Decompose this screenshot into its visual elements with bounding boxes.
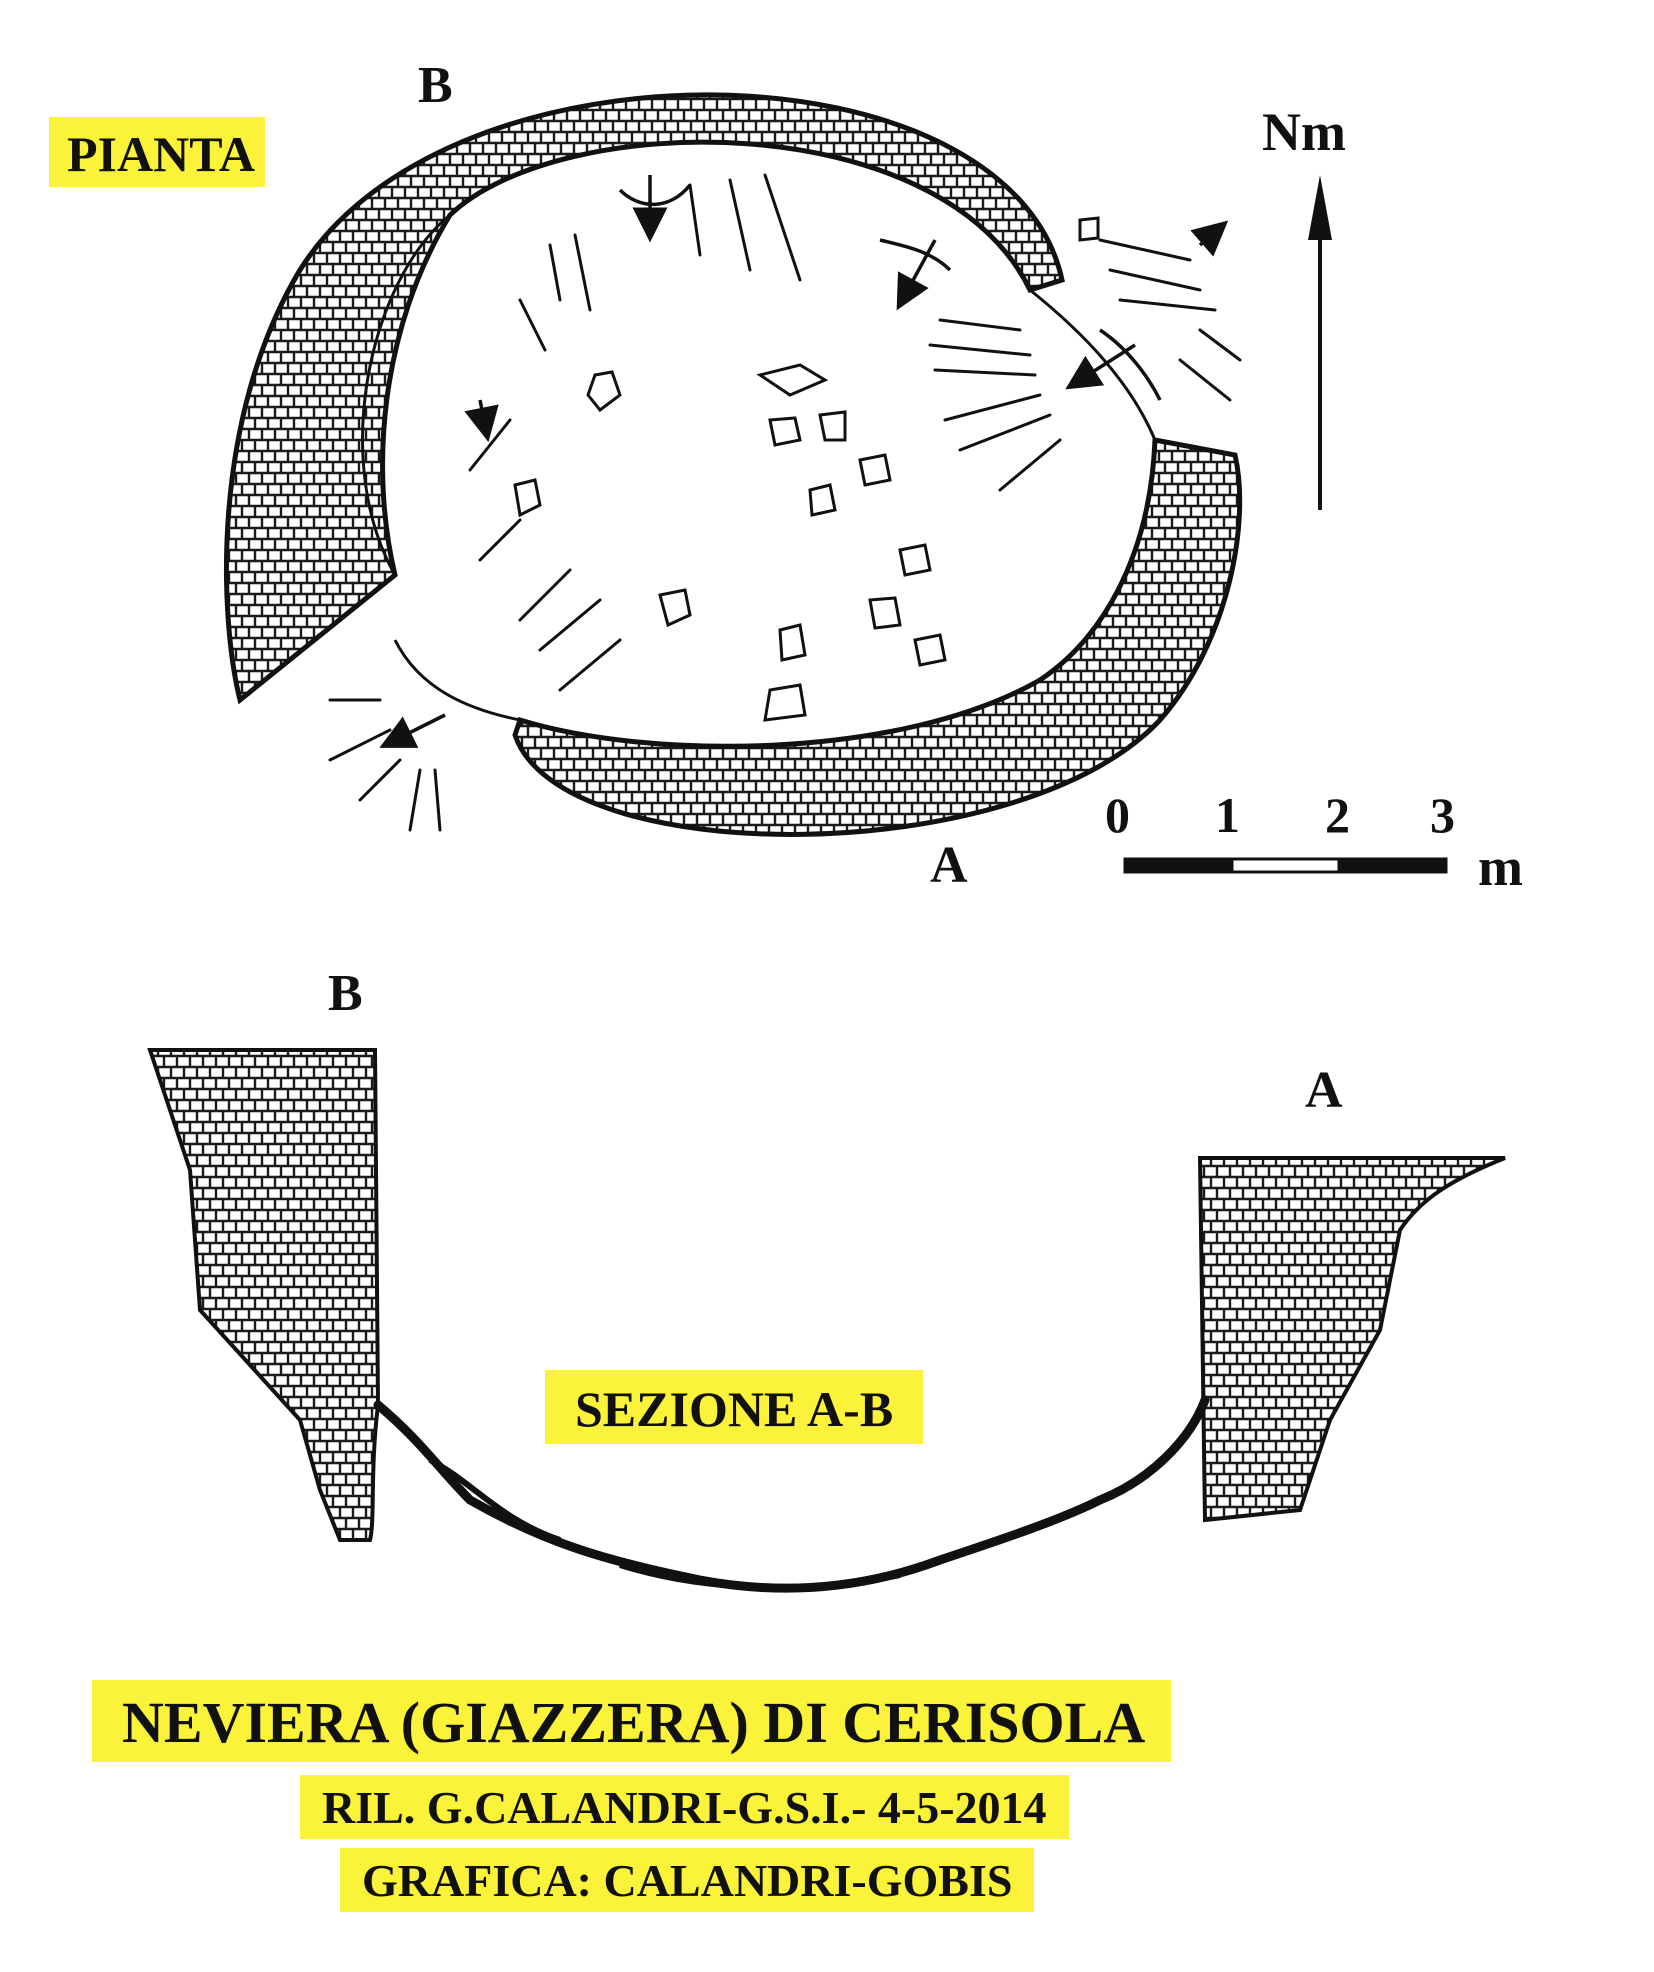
caption-title: NEVIERA (GIAZZERA) DI CERISOLA — [122, 1690, 1146, 1755]
scale-tick-3: 3 — [1430, 787, 1455, 843]
scale-unit: m — [1478, 837, 1523, 897]
section-view — [150, 1050, 1505, 1588]
scale-tick-0: 0 — [1105, 787, 1130, 843]
plan-point-b: B — [418, 57, 453, 114]
plan-interior-outline — [363, 215, 1155, 720]
plan-wall-north — [226, 95, 1062, 700]
plan-view — [226, 95, 1240, 835]
plan-title: PIANTA — [67, 126, 255, 182]
caption-graphics-highlight — [340, 1848, 1034, 1912]
section-title: SEZIONE A-B — [575, 1381, 894, 1437]
scale-tick-2: 2 — [1325, 787, 1350, 843]
scale-bar — [1125, 859, 1446, 872]
north-label: Nm — [1262, 102, 1346, 162]
scattered-stones — [515, 218, 1098, 720]
caption-graphics: GRAFICA: CALANDRI-GOBIS — [362, 1855, 1013, 1906]
plan-title-highlight — [49, 117, 265, 187]
scale-tick-1: 1 — [1215, 787, 1240, 843]
section-point-b: B — [328, 965, 363, 1022]
caption-survey: RIL. G.CALANDRI-G.S.I.- 4-5-2014 — [322, 1782, 1047, 1833]
caption-title-highlight — [92, 1680, 1171, 1762]
plan-point-a: A — [930, 837, 968, 894]
north-arrow-icon — [1308, 175, 1332, 510]
section-wall-left — [150, 1050, 378, 1540]
section-title-highlight — [545, 1370, 923, 1444]
caption-survey-highlight — [300, 1775, 1069, 1839]
section-point-a: A — [1305, 1062, 1343, 1119]
section-wall-right — [1200, 1158, 1505, 1520]
plan-wall-south — [515, 440, 1240, 834]
